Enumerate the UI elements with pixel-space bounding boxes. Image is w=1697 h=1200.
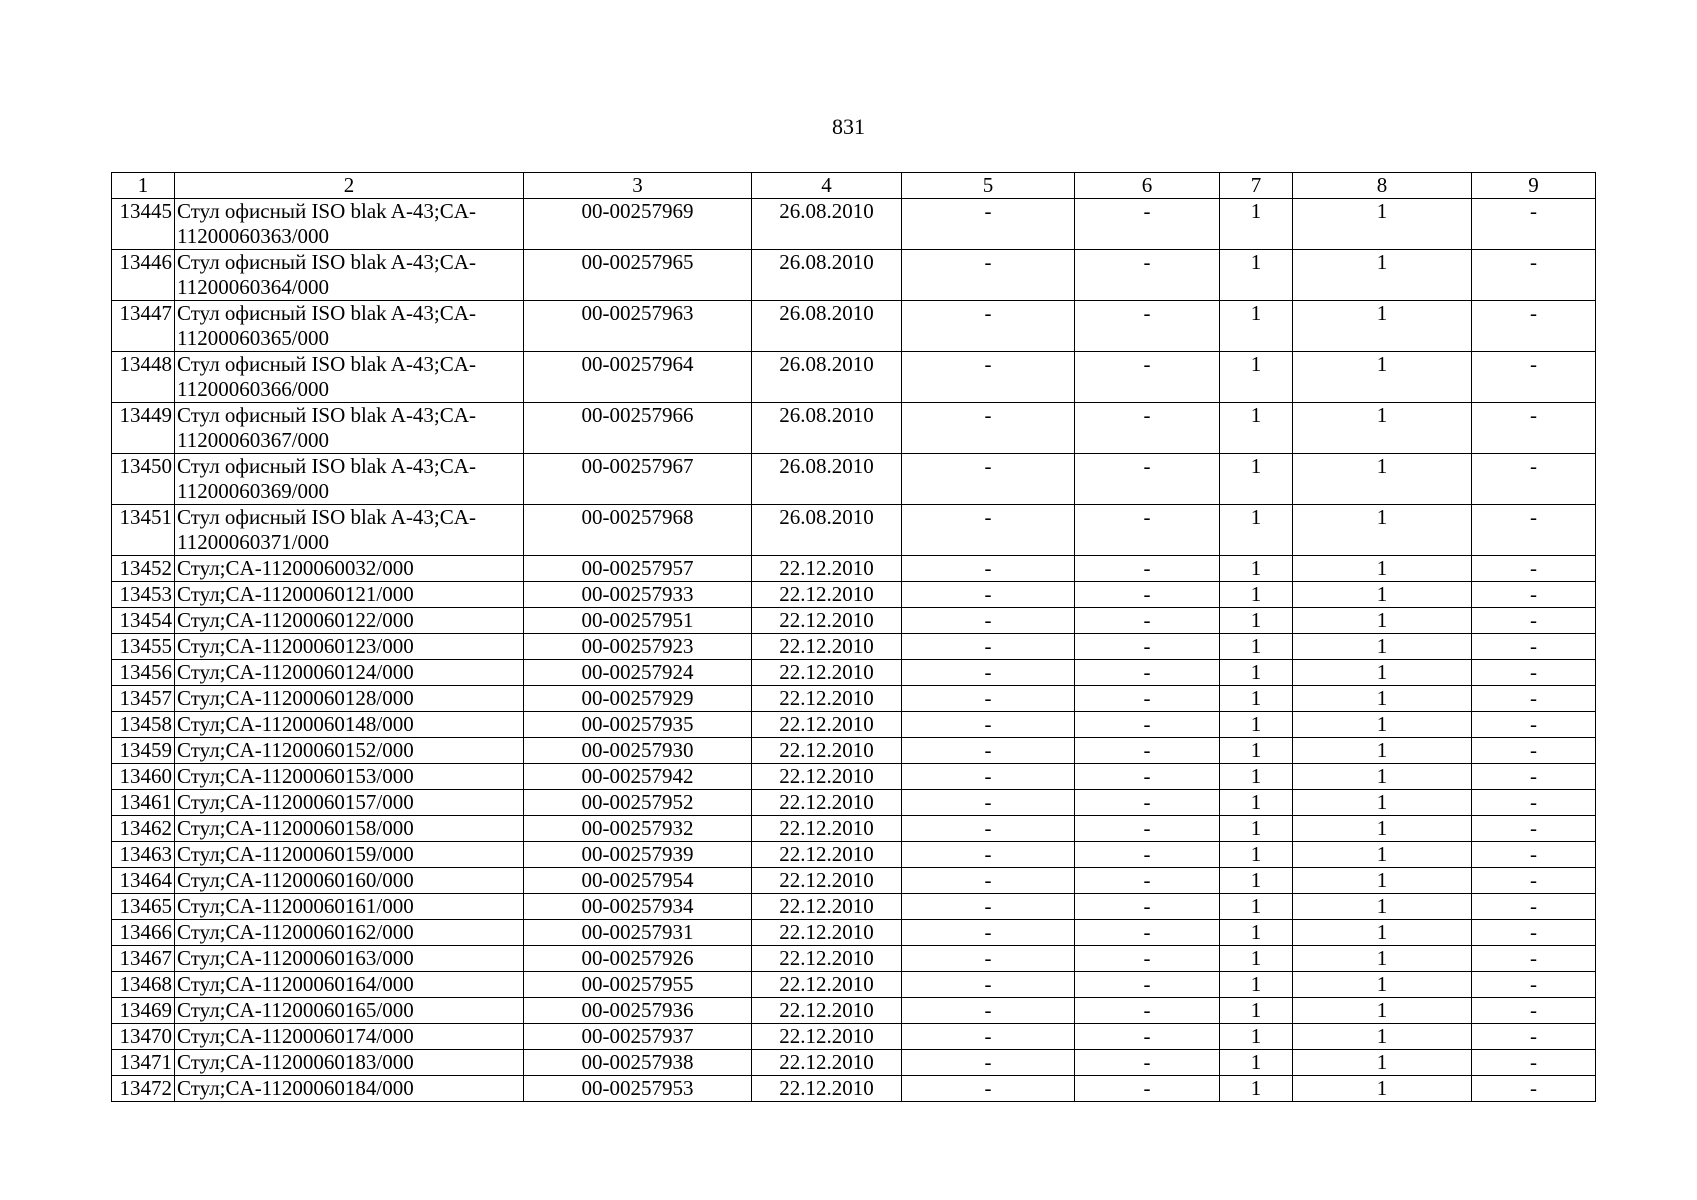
col7-cell: 1 (1220, 556, 1293, 582)
col7-cell: 1 (1220, 608, 1293, 634)
table-row (112, 403, 1596, 454)
col6-cell: - (1075, 842, 1220, 868)
col8-cell: 1 (1293, 946, 1472, 972)
col7-cell: 1 (1220, 868, 1293, 894)
date-cell: 22.12.2010 (752, 660, 902, 686)
date-cell: 22.12.2010 (752, 790, 902, 816)
name-cell: Стул;CA-11200060163/000 (175, 946, 524, 972)
date-cell: 22.12.2010 (752, 816, 902, 842)
date-cell: 22.12.2010 (752, 1024, 902, 1050)
inventory-number-cell: 00-00257957 (524, 556, 752, 582)
inventory-number-cell: 00-00257934 (524, 894, 752, 920)
col7-cell: 1 (1220, 1050, 1293, 1076)
inventory-number-cell: 00-00257939 (524, 842, 752, 868)
row-number-cell: 13461 (112, 790, 175, 816)
col8-cell: 1 (1293, 998, 1472, 1024)
row-number-cell: 13469 (112, 998, 175, 1024)
name-cell: Стул офисный ISO blak A-43;CA-11200060366/000 (175, 352, 524, 403)
col9-cell: - (1472, 894, 1596, 920)
name-cell: Стул;CA-11200060164/000 (175, 972, 524, 998)
col8-cell: 1 (1293, 634, 1472, 660)
col5-cell: - (902, 842, 1075, 868)
date-cell: 22.12.2010 (752, 608, 902, 634)
row-number-cell: 13449 (112, 403, 175, 454)
name-cell: Стул;CA-11200060184/000 (175, 1076, 524, 1102)
row-number-cell: 13446 (112, 250, 175, 301)
date-cell: 22.12.2010 (752, 634, 902, 660)
date-cell: 26.08.2010 (752, 403, 902, 454)
col6-cell: - (1075, 712, 1220, 738)
col8-cell: 1 (1293, 816, 1472, 842)
date-cell: 22.12.2010 (752, 686, 902, 712)
row-number-cell: 13471 (112, 1050, 175, 1076)
table-row (112, 790, 1596, 816)
col7-cell: 1 (1220, 454, 1293, 505)
date-cell: 22.12.2010 (752, 972, 902, 998)
col9-cell: - (1472, 1024, 1596, 1050)
table-row (112, 920, 1596, 946)
row-number-cell: 13470 (112, 1024, 175, 1050)
table-row (112, 608, 1596, 634)
col9-cell: - (1472, 352, 1596, 403)
date-cell: 26.08.2010 (752, 301, 902, 352)
row-number-cell: 13472 (112, 1076, 175, 1102)
col7-cell: 1 (1220, 738, 1293, 764)
col6-cell: - (1075, 634, 1220, 660)
col9-cell: - (1472, 738, 1596, 764)
col8-cell: 1 (1293, 764, 1472, 790)
inventory-number-cell: 00-00257942 (524, 764, 752, 790)
col6-cell: - (1075, 403, 1220, 454)
table-row (112, 634, 1596, 660)
col6-cell: - (1075, 686, 1220, 712)
row-number-cell: 13456 (112, 660, 175, 686)
col9-cell: - (1472, 250, 1596, 301)
table-row (112, 199, 1596, 250)
name-cell: Стул;CA-11200060152/000 (175, 738, 524, 764)
name-cell: Стул;CA-11200060148/000 (175, 712, 524, 738)
col7-cell: 1 (1220, 1024, 1293, 1050)
col7-cell: 1 (1220, 582, 1293, 608)
col5-cell: - (902, 1076, 1075, 1102)
column-header: 8 (1293, 173, 1472, 199)
date-cell: 26.08.2010 (752, 454, 902, 505)
col7-cell: 1 (1220, 660, 1293, 686)
col8-cell: 1 (1293, 660, 1472, 686)
date-cell: 22.12.2010 (752, 998, 902, 1024)
inventory-number-cell: 00-00257969 (524, 199, 752, 250)
col7-cell: 1 (1220, 790, 1293, 816)
inventory-number-cell: 00-00257967 (524, 454, 752, 505)
col9-cell: - (1472, 712, 1596, 738)
inventory-number-cell: 00-00257932 (524, 816, 752, 842)
name-cell: Стул;CA-11200060157/000 (175, 790, 524, 816)
date-cell: 26.08.2010 (752, 505, 902, 556)
date-cell: 22.12.2010 (752, 582, 902, 608)
col5-cell: - (902, 1050, 1075, 1076)
table-row (112, 686, 1596, 712)
row-number-cell: 13452 (112, 556, 175, 582)
date-cell: 22.12.2010 (752, 1076, 902, 1102)
col9-cell: - (1472, 634, 1596, 660)
col5-cell: - (902, 1024, 1075, 1050)
col8-cell: 1 (1293, 842, 1472, 868)
table-row (112, 505, 1596, 556)
col6-cell: - (1075, 301, 1220, 352)
col7-cell: 1 (1220, 199, 1293, 250)
col5-cell: - (902, 894, 1075, 920)
col9-cell: - (1472, 816, 1596, 842)
col5-cell: - (902, 712, 1075, 738)
col5-cell: - (902, 250, 1075, 301)
col7-cell: 1 (1220, 764, 1293, 790)
row-number-cell: 13467 (112, 946, 175, 972)
inventory-number-cell: 00-00257936 (524, 998, 752, 1024)
table-row (112, 946, 1596, 972)
col9-cell: - (1472, 790, 1596, 816)
col7-cell: 1 (1220, 301, 1293, 352)
name-cell: Стул;CA-11200060162/000 (175, 920, 524, 946)
row-number-cell: 13463 (112, 842, 175, 868)
column-header: 3 (524, 173, 752, 199)
col6-cell: - (1075, 582, 1220, 608)
col7-cell: 1 (1220, 250, 1293, 301)
inventory-number-cell: 00-00257952 (524, 790, 752, 816)
name-cell: Стул офисный ISO blak A-43;CA-11200060364/000 (175, 250, 524, 301)
col5-cell: - (902, 403, 1075, 454)
name-cell: Стул офисный ISO blak A-43;CA-11200060367/000 (175, 403, 524, 454)
col7-cell: 1 (1220, 972, 1293, 998)
col8-cell: 1 (1293, 1024, 1472, 1050)
col6-cell: - (1075, 972, 1220, 998)
column-header: 6 (1075, 173, 1220, 199)
col5-cell: - (902, 199, 1075, 250)
table-row (112, 556, 1596, 582)
row-number-cell: 13457 (112, 686, 175, 712)
date-cell: 26.08.2010 (752, 352, 902, 403)
col6-cell: - (1075, 738, 1220, 764)
col5-cell: - (902, 634, 1075, 660)
table-row (112, 894, 1596, 920)
col9-cell: - (1472, 842, 1596, 868)
col6-cell: - (1075, 816, 1220, 842)
table-row (112, 250, 1596, 301)
col5-cell: - (902, 352, 1075, 403)
inventory-number-cell: 00-00257955 (524, 972, 752, 998)
col7-cell: 1 (1220, 920, 1293, 946)
col5-cell: - (902, 505, 1075, 556)
date-cell: 22.12.2010 (752, 1050, 902, 1076)
col5-cell: - (902, 582, 1075, 608)
col5-cell: - (902, 816, 1075, 842)
col9-cell: - (1472, 1076, 1596, 1102)
name-cell: Стул;CA-11200060123/000 (175, 634, 524, 660)
col8-cell: 1 (1293, 868, 1472, 894)
col6-cell: - (1075, 920, 1220, 946)
col7-cell: 1 (1220, 403, 1293, 454)
col5-cell: - (902, 790, 1075, 816)
col8-cell: 1 (1293, 582, 1472, 608)
date-cell: 22.12.2010 (752, 712, 902, 738)
col7-cell: 1 (1220, 894, 1293, 920)
date-cell: 22.12.2010 (752, 894, 902, 920)
col5-cell: - (902, 972, 1075, 998)
inventory-number-cell: 00-00257933 (524, 582, 752, 608)
col7-cell: 1 (1220, 634, 1293, 660)
inventory-number-cell: 00-00257926 (524, 946, 752, 972)
row-number-cell: 13447 (112, 301, 175, 352)
col5-cell: - (902, 556, 1075, 582)
col9-cell: - (1472, 972, 1596, 998)
col6-cell: - (1075, 454, 1220, 505)
col8-cell: 1 (1293, 250, 1472, 301)
table-row (112, 582, 1596, 608)
name-cell: Стул;CA-11200060165/000 (175, 998, 524, 1024)
col5-cell: - (902, 998, 1075, 1024)
col7-cell: 1 (1220, 712, 1293, 738)
table-row (112, 301, 1596, 352)
date-cell: 22.12.2010 (752, 738, 902, 764)
inventory-number-cell: 00-00257930 (524, 738, 752, 764)
row-number-cell: 13464 (112, 868, 175, 894)
name-cell: Стул офисный ISO blak A-43;CA-11200060371/000 (175, 505, 524, 556)
row-number-cell: 13448 (112, 352, 175, 403)
name-cell: Стул;CA-11200060158/000 (175, 816, 524, 842)
name-cell: Стул;CA-11200060161/000 (175, 894, 524, 920)
col6-cell: - (1075, 894, 1220, 920)
col8-cell: 1 (1293, 608, 1472, 634)
col6-cell: - (1075, 608, 1220, 634)
col6-cell: - (1075, 505, 1220, 556)
col8-cell: 1 (1293, 556, 1472, 582)
table-row (112, 998, 1596, 1024)
inventory-number-cell: 00-00257966 (524, 403, 752, 454)
row-number-cell: 13454 (112, 608, 175, 634)
inventory-number-cell: 00-00257951 (524, 608, 752, 634)
col9-cell: - (1472, 946, 1596, 972)
name-cell: Стул;CA-11200060174/000 (175, 1024, 524, 1050)
col9-cell: - (1472, 660, 1596, 686)
col8-cell: 1 (1293, 686, 1472, 712)
col5-cell: - (902, 764, 1075, 790)
row-number-cell: 13460 (112, 764, 175, 790)
col9-cell: - (1472, 556, 1596, 582)
table-row (112, 454, 1596, 505)
row-number-cell: 13458 (112, 712, 175, 738)
col6-cell: - (1075, 556, 1220, 582)
table-row (112, 712, 1596, 738)
col6-cell: - (1075, 250, 1220, 301)
row-number-cell: 13466 (112, 920, 175, 946)
table-row (112, 1076, 1596, 1102)
col9-cell: - (1472, 920, 1596, 946)
header-row (112, 173, 1596, 199)
col6-cell: - (1075, 764, 1220, 790)
col7-cell: 1 (1220, 816, 1293, 842)
col9-cell: - (1472, 582, 1596, 608)
col9-cell: - (1472, 454, 1596, 505)
table-row (112, 868, 1596, 894)
name-cell: Стул офисный ISO blak A-43;CA-11200060365/000 (175, 301, 524, 352)
col8-cell: 1 (1293, 352, 1472, 403)
row-number-cell: 13462 (112, 816, 175, 842)
inventory-number-cell: 00-00257935 (524, 712, 752, 738)
col6-cell: - (1075, 199, 1220, 250)
col8-cell: 1 (1293, 738, 1472, 764)
date-cell: 22.12.2010 (752, 556, 902, 582)
col6-cell: - (1075, 1050, 1220, 1076)
col9-cell: - (1472, 764, 1596, 790)
row-number-cell: 13450 (112, 454, 175, 505)
inventory-number-cell: 00-00257964 (524, 352, 752, 403)
col7-cell: 1 (1220, 946, 1293, 972)
row-number-cell: 13455 (112, 634, 175, 660)
date-cell: 22.12.2010 (752, 868, 902, 894)
col8-cell: 1 (1293, 505, 1472, 556)
table-row (112, 764, 1596, 790)
col5-cell: - (902, 454, 1075, 505)
table-row (112, 1050, 1596, 1076)
name-cell: Стул;CA-11200060183/000 (175, 1050, 524, 1076)
col6-cell: - (1075, 1024, 1220, 1050)
inventory-number-cell: 00-00257924 (524, 660, 752, 686)
table-body (112, 173, 1596, 1102)
col9-cell: - (1472, 505, 1596, 556)
col9-cell: - (1472, 868, 1596, 894)
col9-cell: - (1472, 199, 1596, 250)
name-cell: Стул;CA-11200060124/000 (175, 660, 524, 686)
col5-cell: - (902, 608, 1075, 634)
col8-cell: 1 (1293, 972, 1472, 998)
date-cell: 26.08.2010 (752, 250, 902, 301)
col8-cell: 1 (1293, 790, 1472, 816)
col8-cell: 1 (1293, 301, 1472, 352)
name-cell: Стул;CA-11200060128/000 (175, 686, 524, 712)
inventory-number-cell: 00-00257923 (524, 634, 752, 660)
inventory-number-cell: 00-00257953 (524, 1076, 752, 1102)
col6-cell: - (1075, 998, 1220, 1024)
date-cell: 22.12.2010 (752, 946, 902, 972)
name-cell: Стул;CA-11200060160/000 (175, 868, 524, 894)
name-cell: Стул офисный ISO blak A-43;CA-11200060363/000 (175, 199, 524, 250)
column-header: 9 (1472, 173, 1596, 199)
col8-cell: 1 (1293, 920, 1472, 946)
col5-cell: - (902, 868, 1075, 894)
col5-cell: - (902, 920, 1075, 946)
col8-cell: 1 (1293, 454, 1472, 505)
row-number-cell: 13445 (112, 199, 175, 250)
col6-cell: - (1075, 790, 1220, 816)
col9-cell: - (1472, 608, 1596, 634)
row-number-cell: 13451 (112, 505, 175, 556)
col5-cell: - (902, 686, 1075, 712)
row-number-cell: 13453 (112, 582, 175, 608)
col7-cell: 1 (1220, 352, 1293, 403)
col6-cell: - (1075, 946, 1220, 972)
table-row (112, 842, 1596, 868)
date-cell: 22.12.2010 (752, 842, 902, 868)
col8-cell: 1 (1293, 1076, 1472, 1102)
row-number-cell: 13459 (112, 738, 175, 764)
column-header: 1 (112, 173, 175, 199)
inventory-number-cell: 00-00257938 (524, 1050, 752, 1076)
table-row (112, 1024, 1596, 1050)
col7-cell: 1 (1220, 1076, 1293, 1102)
col6-cell: - (1075, 868, 1220, 894)
row-number-cell: 13468 (112, 972, 175, 998)
col7-cell: 1 (1220, 686, 1293, 712)
page-number: 831 (832, 114, 865, 139)
column-header: 5 (902, 173, 1075, 199)
column-header: 2 (175, 173, 524, 199)
name-cell: Стул;CA-11200060121/000 (175, 582, 524, 608)
table-row (112, 352, 1596, 403)
inventory-table (111, 172, 1596, 1102)
col9-cell: - (1472, 686, 1596, 712)
inventory-number-cell: 00-00257931 (524, 920, 752, 946)
table-row (112, 816, 1596, 842)
row-number-cell: 13465 (112, 894, 175, 920)
col8-cell: 1 (1293, 894, 1472, 920)
col7-cell: 1 (1220, 505, 1293, 556)
date-cell: 22.12.2010 (752, 764, 902, 790)
col6-cell: - (1075, 660, 1220, 686)
col7-cell: 1 (1220, 998, 1293, 1024)
name-cell: Стул;CA-11200060159/000 (175, 842, 524, 868)
col6-cell: - (1075, 352, 1220, 403)
date-cell: 22.12.2010 (752, 920, 902, 946)
col9-cell: - (1472, 998, 1596, 1024)
col8-cell: 1 (1293, 403, 1472, 454)
col5-cell: - (902, 946, 1075, 972)
table-row (112, 738, 1596, 764)
inventory-number-cell: 00-00257968 (524, 505, 752, 556)
inventory-number-cell: 00-00257937 (524, 1024, 752, 1050)
table-row (112, 972, 1596, 998)
col9-cell: - (1472, 301, 1596, 352)
col9-cell: - (1472, 1050, 1596, 1076)
name-cell: Стул;CA-11200060032/000 (175, 556, 524, 582)
column-header: 4 (752, 173, 902, 199)
name-cell: Стул;CA-11200060153/000 (175, 764, 524, 790)
col5-cell: - (902, 738, 1075, 764)
name-cell: Стул офисный ISO blak A-43;CA-11200060369/000 (175, 454, 524, 505)
col8-cell: 1 (1293, 1050, 1472, 1076)
date-cell: 26.08.2010 (752, 199, 902, 250)
col5-cell: - (902, 301, 1075, 352)
inventory-number-cell: 00-00257954 (524, 868, 752, 894)
name-cell: Стул;CA-11200060122/000 (175, 608, 524, 634)
column-header: 7 (1220, 173, 1293, 199)
table-row (112, 660, 1596, 686)
col5-cell: - (902, 660, 1075, 686)
inventory-number-cell: 00-00257965 (524, 250, 752, 301)
col6-cell: - (1075, 1076, 1220, 1102)
col8-cell: 1 (1293, 712, 1472, 738)
inventory-number-cell: 00-00257963 (524, 301, 752, 352)
col9-cell: - (1472, 403, 1596, 454)
col7-cell: 1 (1220, 842, 1293, 868)
col8-cell: 1 (1293, 199, 1472, 250)
inventory-number-cell: 00-00257929 (524, 686, 752, 712)
